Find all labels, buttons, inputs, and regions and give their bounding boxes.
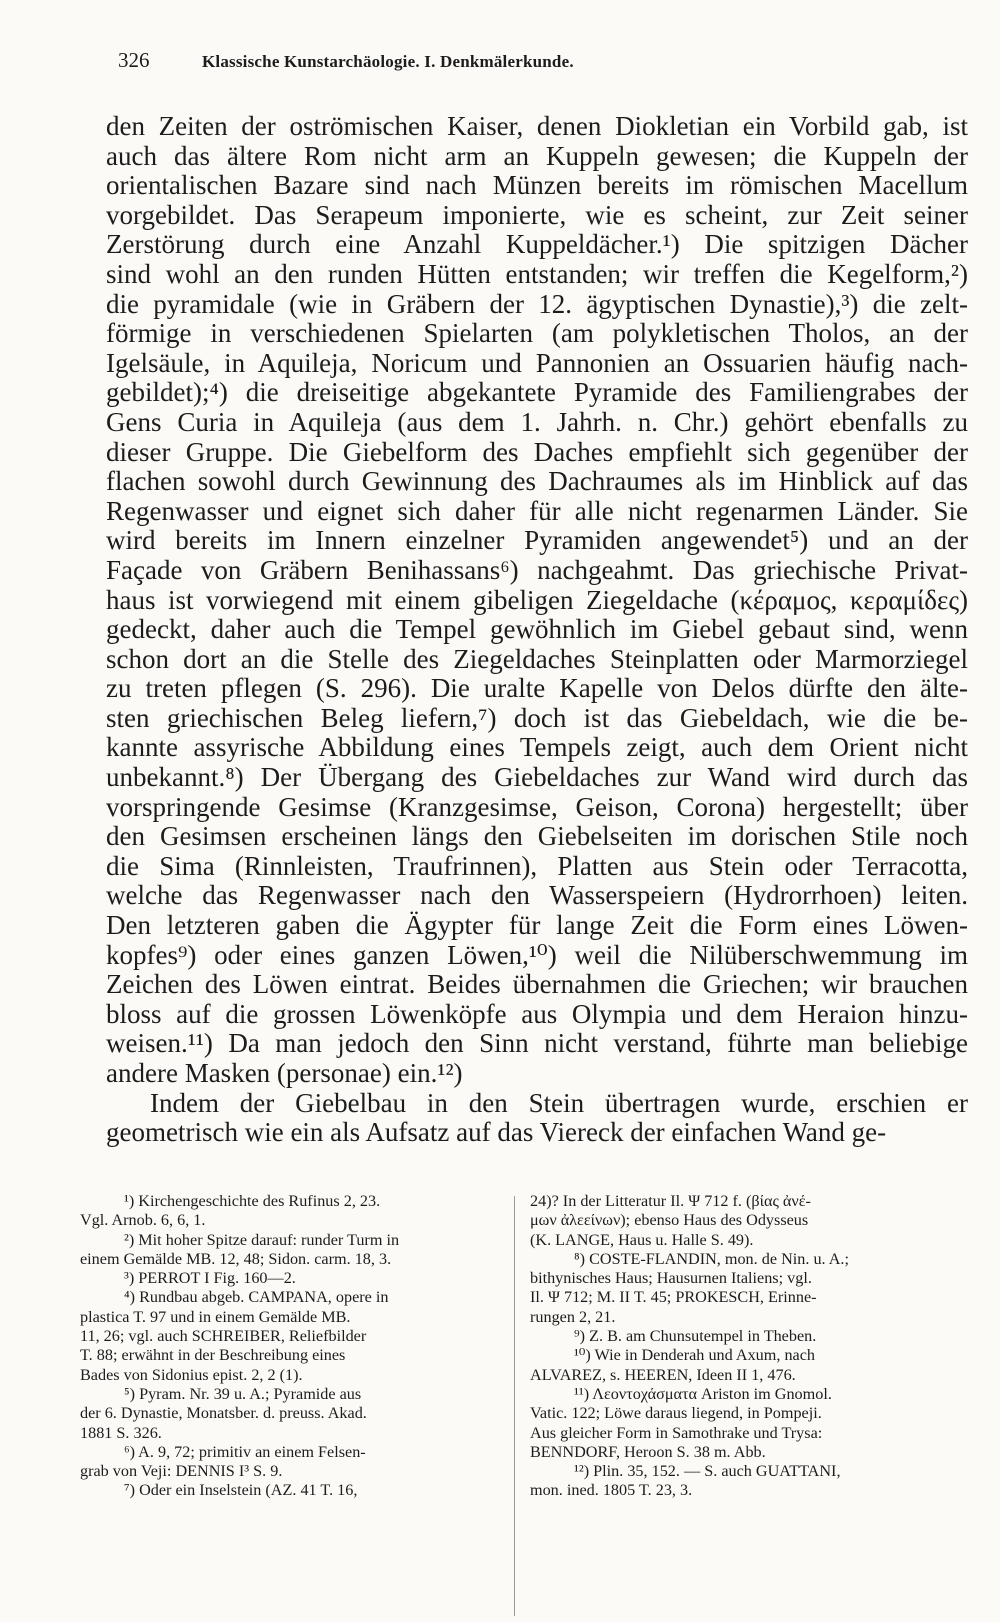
footnote-line: μων ἀλεείνων); ebenso Haus des Odysseus [530,1211,809,1230]
footnote-line: ALVAREZ, s. HEEREN, Ideen II 1, 476. [530,1365,796,1384]
body-text-line: schon dort an die Stelle des Ziegeldaches Steinplatten oder Marmorziegel [106,643,968,674]
footnote-line: der 6. Dynastie, Monatsber. d. preuss. Akad. [80,1404,367,1423]
body-text-line: kopfes⁹) oder eines ganzen Löwen,¹⁰) weil die Nilüberschwemmung im [106,939,968,970]
footnotes-left-column [80,1192,506,1501]
footnote-line: ²) Mit hoher Spitze darauf: runder Turm in [124,1230,400,1249]
body-text-line: sten griechischen Beleg liefern,⁷) doch ist das Giebeldach, wie die be- [106,702,968,733]
footnote-line: Il. Ψ 712; M. II T. 45; PROKESCH, Erinne- [530,1288,817,1307]
footnote-line: ¹) Kirchengeschichte des Rufinus 2, 23. [124,1192,381,1210]
page-header [118,48,858,73]
footnote-line: Bades von Sidonius epist. 2, 2 (1). [80,1365,303,1384]
main-text-block [106,112,968,1148]
body-text-line: unbekannt.⁸) Der Übergang des Giebeldaches zur Wand wird durch das [106,762,968,793]
body-text-line: Façade von Gräbern Benihassans⁶) nachgeahmt. Das griechische Privat- [106,554,968,585]
body-text-line: den Gesimsen erscheinen längs den Giebelseiten im dorischen Stile noch [106,821,968,852]
body-text-line: auch das ältere Rom nicht arm an Kuppeln gewesen; die Kuppeln der [106,140,968,171]
body-text-line: die Sima (Rinnleisten, Traufrinnen), Platten aus Stein oder Terracotta, [106,850,968,881]
body-text-line: Igelsäule, in Aquileja, Noricum und Pannonien an Ossuarien häufig nach- [106,347,968,378]
body-text-line: Zeichen des Löwen eintrat. Beides übernahmen die Griechen; wir brauchen [106,969,968,1000]
footnote-line: grab von Veji: DENNIS I³ S. 9. [80,1462,283,1481]
footnote-line: 11, 26; vgl. auch SCHREIBER, Reliefbilder [80,1327,367,1346]
body-text-line: weisen.¹¹) Da man jedoch den Sinn nicht verstand, führte man beliebige [106,1028,968,1059]
footnote-line: ⁶) A. 9, 72; primitiv an einem Felsen- [124,1442,366,1461]
body-text-line: bloss auf die grossen Löwenköpfe aus Olympia und dem Heraion hinzu- [106,998,968,1029]
body-text-line: kannte assyrische Abbildung eines Tempels zeigt, auch dem Orient nicht [106,732,968,763]
body-text-line: vorspringende Gesimse (Kranzgesimse, Geison, Corona) hergestellt; über [106,791,968,822]
body-text-line: wird bereits im Innern einzelner Pyramiden angewendet⁵) und an der [106,525,968,556]
footnote-line: (K. LANGE, Haus u. Halle S. 49). [530,1230,754,1249]
body-text-line: haus ist vorwiegend mit einem gibeligen Ziegeldache (κέραμος, κεραμίδες) [106,584,968,615]
body-text-line: orientalischen Bazare sind nach Münzen bereits im römischen Macellum [106,170,968,201]
footnote-line: ³) PERROT I Fig. 160—2. [124,1269,296,1288]
footnote-line: ¹²) Plin. 35, 152. — S. auch GUATTANI, [574,1462,841,1481]
running-head: Klassische Kunstarchäologie. I. Denkmälerkunde. [202,52,574,71]
body-text-line: vorgebildet. Das Serapeum imponierte, wie es scheint, zur Zeit seiner [106,199,968,230]
footnote-column-divider [514,1196,515,1616]
body-text-line: welche das Regenwasser nach den Wasserspeiern (Hydrorrhoen) leiten. [106,880,968,911]
footnote-line: T. 88; erwähnt in der Beschreibung eines [80,1346,346,1365]
footnote-line: einem Gemälde MB. 12, 48; Sidon. carm. 18, 3. [80,1249,392,1268]
body-text-line: sind wohl an den runden Hütten entstanden; wir treffen die Kegelform,²) [106,258,968,289]
body-text-line: förmige in verschiedenen Spielarten (am polykletischen Tholos, an der [106,318,968,349]
body-text-line: Indem der Giebelbau in den Stein übertragen wurde, erschien er [150,1087,968,1118]
footnote-line: Vgl. Arnob. 6, 6, 1. [80,1211,206,1230]
footnote-line: 1881 S. 326. [80,1423,162,1442]
body-text-line: Den letzteren gaben die Ägypter für lange Zeit die Form eines Löwen- [106,910,968,941]
body-text-line: zu treten pflegen (S. 296). Die uralte Kapelle von Delos dürfte den älte- [106,673,968,704]
footnote-line: Vatic. 122; Löwe daraus liegend, in Pompeji. [530,1404,822,1423]
footnote-line: Aus gleicher Form in Samothrake und Trysa: [530,1423,823,1442]
footnote-line: ⁵) Pyram. Nr. 39 u. A.; Pyramide aus [124,1384,362,1403]
body-text-line: geometrisch wie ein als Aufsatz auf das Viereck der einfachen Wand ge- [106,1117,887,1148]
footnote-line: rungen 2, 21. [530,1307,616,1326]
body-text-line: Regenwasser und eignet sich daher für alle nicht regenarmen Länder. Sie [106,495,968,526]
body-text-line: dieser Gruppe. Die Giebelform des Daches empfiehlt sich gegenüber der [106,436,968,467]
body-text-line: Gens Curia in Aquileja (aus dem 1. Jahrh. n. Chr.) gehört ebenfalls zu [106,406,968,437]
body-text-line: gebildet);⁴) die dreiseitige abgekantete Pyramide des Familiengrabes der [106,377,968,408]
footnote-line: ¹¹) Λεοντοχάσματα Ariston im Gnomol. [574,1384,832,1403]
body-text-line: gedeckt, daher auch die Tempel gewöhnlich im Giebel gebaut sind, wenn [106,614,968,645]
footnote-line: ⁴) Rundbau abgeb. CAMPANA, opere in [124,1288,389,1307]
body-text-line: Zerstörung durch eine Anzahl Kuppeldächer.¹) Die spitzigen Dächer [106,229,968,260]
footnote-line: bithynisches Haus; Hausurnen Italiens; vgl. [530,1269,812,1288]
footnotes-right-column [530,1192,970,1501]
footnote-line: BENNDORF, Heroon S. 38 m. Abb. [530,1442,766,1461]
footnote-line: ⁹) Z. B. am Chunsutempel in Theben. [574,1327,817,1346]
body-text-line: die pyramidale (wie in Gräbern der 12. ägyptischen Dynastie),³) die zelt- [106,288,968,319]
body-text-line: den Zeiten der oströmischen Kaiser, denen Diokletian ein Vorbild gab, ist [106,111,968,141]
page-number: 326 [118,48,150,72]
body-text-line: flachen sowohl durch Gewinnung des Dachraumes als im Hinblick auf das [106,466,968,497]
footnote-line: ¹⁰) Wie in Denderah und Axum, nach [574,1346,816,1365]
footnote-line: ⁸) COSTE-FLANDIN, mon. de Nin. u. A.; [574,1249,849,1268]
body-text-line: andere Masken (personae) ein.¹²) [106,1058,463,1088]
footnote-line: plastica T. 97 und in einem Gemälde MB. [80,1307,351,1326]
footnote-line: mon. ined. 1805 T. 23, 3. [530,1481,693,1500]
footnote-line: ⁷) Oder ein Inselstein (AZ. 41 T. 16, [124,1481,358,1500]
footnote-line: 24)? In der Litteratur Il. Ψ 712 f. (βίας ἀνέ- [530,1192,811,1210]
